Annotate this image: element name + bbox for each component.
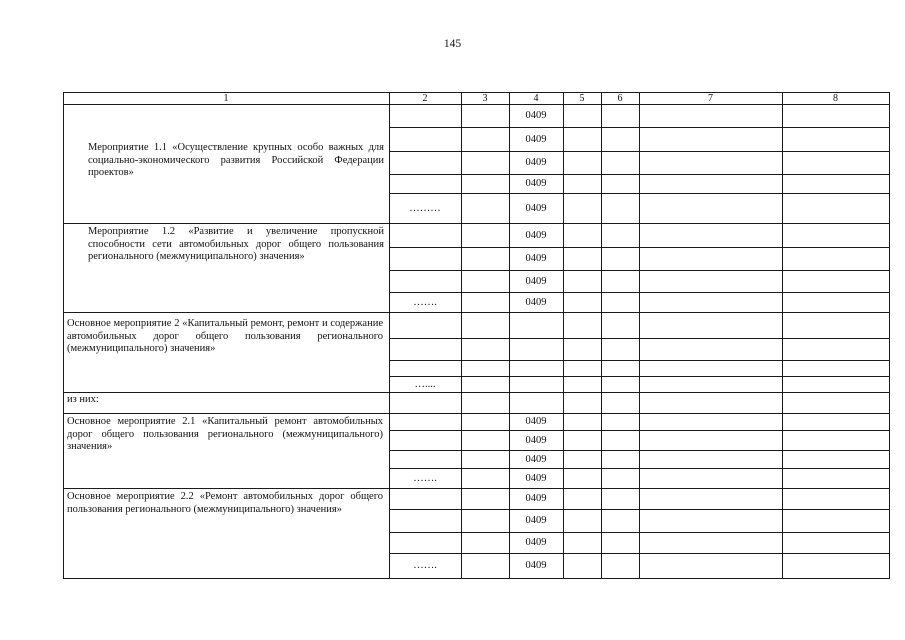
budget-code-cell: 0409 [525, 416, 547, 427]
ellipsis-cell: ….... [414, 379, 436, 390]
section-bottom-border-4 [63, 488, 890, 489]
column-border-6 [639, 92, 640, 579]
ellipsis-cell: ……… [409, 203, 441, 214]
row-border-0-3 [389, 174, 890, 175]
budget-code-cell: 0409 [525, 157, 547, 168]
row-border-2-3 [389, 376, 890, 377]
budget-code-cell: 0409 [525, 230, 547, 241]
row-border-5-2 [389, 532, 890, 533]
subitems-label: из них: [67, 394, 99, 405]
section-bottom-border-1 [63, 312, 890, 313]
row-border-0-4 [389, 193, 890, 194]
budget-code-cell: 0409 [525, 473, 547, 484]
row-border-2-2 [389, 360, 890, 361]
column-header-8: 8 [833, 93, 838, 104]
section-bottom-border-2 [63, 392, 890, 393]
column-header-7: 7 [708, 93, 713, 104]
budget-code-cell: 0409 [525, 134, 547, 145]
page-number: 145 [443, 38, 462, 50]
budget-code-cell: 0409 [525, 276, 547, 287]
column-border-8 [889, 92, 890, 579]
row-border-5-3 [389, 553, 890, 554]
section-title: Основное мероприятие 2.1 «Капитальный ремонт автомобильных дорог общего пользования регионального (межмуниципального) значения» [67, 416, 383, 453]
row-border-1-3 [389, 292, 890, 293]
row-border-1-2 [389, 270, 890, 271]
column-header-6: 6 [617, 93, 623, 104]
row-border-1-1 [389, 247, 890, 248]
budget-code-cell: 0409 [525, 297, 547, 308]
column-header-1: 1 [223, 93, 229, 104]
ellipsis-cell: ……. [413, 473, 437, 484]
column-border-0 [63, 92, 64, 579]
budget-code-cell: 0409 [525, 454, 547, 465]
row-border-4-3 [389, 468, 890, 469]
budget-code-cell: 0409 [525, 493, 547, 504]
column-header-4: 4 [533, 93, 539, 104]
budget-code-cell: 0409 [525, 537, 547, 548]
row-border-4-2 [389, 450, 890, 451]
section-title: Основное мероприятие 2.2 «Ремонт автомобильных дорог общего пользования регионального (межмуниципального) значения» [67, 491, 383, 515]
ellipsis-cell: ……. [413, 560, 437, 571]
column-header-3: 3 [482, 93, 488, 104]
row-border-4-1 [389, 430, 890, 431]
column-header-5: 5 [579, 93, 585, 104]
section-bottom-border-5 [63, 578, 890, 579]
column-border-2 [461, 92, 462, 579]
budget-code-cell: 0409 [525, 253, 547, 264]
row-border-2-1 [389, 338, 890, 339]
budget-code-cell: 0409 [525, 560, 547, 571]
ellipsis-cell: ……. [413, 297, 437, 308]
section-title: Основное мероприятие 2 «Капитальный ремонт, ремонт и содержание автомобильных дорог общего пользования регионального (межмуниципального) значения» [67, 318, 383, 355]
budget-code-cell: 0409 [525, 203, 547, 214]
section-title: Мероприятие 1.2 «Развитие и увеличение пропускной способности сети автомобильных дорог общего пользования регионального (межмуниципального) значения» [88, 226, 384, 263]
budget-code-cell: 0409 [525, 110, 547, 121]
header-bottom-border [63, 104, 890, 105]
row-border-0-2 [389, 151, 890, 152]
column-border-5 [601, 92, 602, 579]
column-border-4 [563, 92, 564, 579]
row-border-0-1 [389, 127, 890, 128]
budget-code-cell: 0409 [525, 178, 547, 189]
section-title: Мероприятие 1.1 «Осуществление крупных особо важных для социально-экономического развития Российской Федерации проектов» [88, 142, 384, 179]
budget-code-cell: 0409 [525, 435, 547, 446]
column-border-1 [389, 92, 390, 579]
section-bottom-border-0 [63, 223, 890, 224]
column-header-2: 2 [422, 93, 428, 104]
row-border-5-1 [389, 509, 890, 510]
section-bottom-border-3 [63, 413, 890, 414]
budget-code-cell: 0409 [525, 515, 547, 526]
column-border-7 [782, 92, 783, 579]
